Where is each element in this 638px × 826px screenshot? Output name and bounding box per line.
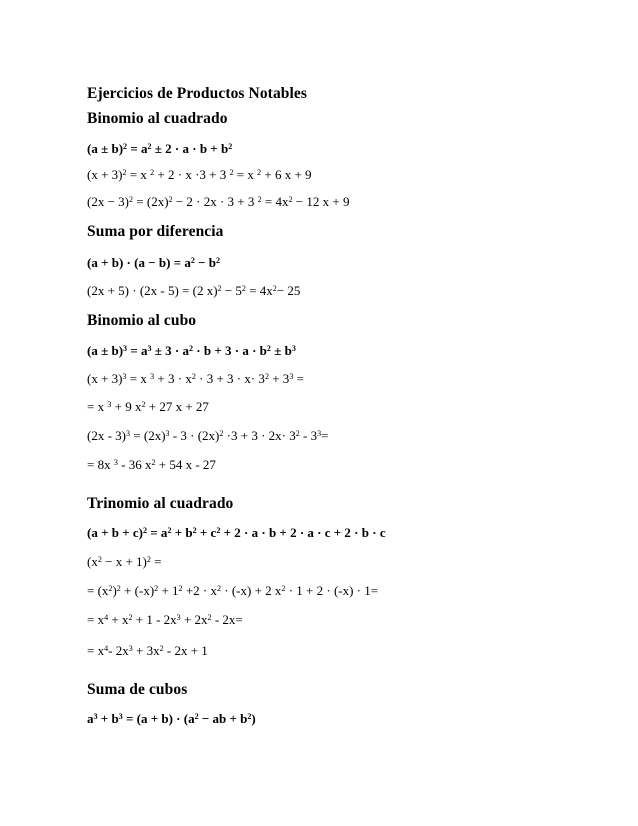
section-heading-binomio-cubo: Binomio al cubo: [87, 312, 197, 329]
formula-suma-diferencia: $(a + b) \cdot (a - b) = a^2 - b^2$: [87, 255, 221, 270]
example-binomio-cubo-4: = 8x $^3$ - 36 $x^2 + 54$ x - 27: [87, 457, 216, 472]
example-trinomio-cuadrado-3: = $x^4 + x^2 + 1 - 2x^3 + 2x^2 - 2x=$: [87, 612, 243, 627]
section-heading-suma-cubos: Suma de cubos: [87, 681, 188, 698]
formula-binomio-cubo: $(a \pm b)^3 = a^3 \pm 3 \cdot a^2 \cdot b + 3 \cdot a \cdot b^2 \pm b^3$: [87, 343, 296, 358]
example-suma-diferencia-1: (2x + 5) · (2x - 5) = (2 $x)^2 - 5^2 = 4x^2- 25$: [87, 283, 301, 298]
document-title: Ejercicios de Productos Notables: [87, 85, 308, 102]
example-trinomio-cuadrado-1: $(x^2 - x + 1)^2$ =: [87, 554, 162, 569]
section-heading-trinomio-cuadrado: Trinomio al cuadrado: [87, 495, 234, 512]
example-trinomio-cuadrado-2: = $(x^2)^2 + (-x)^2 + 1^2 +2 \cdot x^2 \cdot (-x) + 2$ $x^2 \cdot 1 + 2 \cdot (-x) \cdot 1=$: [87, 583, 379, 598]
formula-binomio-cuadrado: $(a \pm b)^2 = a^2 \pm 2 \cdot a \cdot b + b^2$: [87, 141, 233, 156]
example-binomio-cubo-3: $(2x - 3)^3 = (2x)^3 - 3 \cdot (2x)^2 \cdot 3 + 3 \cdot 2x\cdot 3^2 - 3^3=$: [87, 428, 329, 443]
section-heading-suma-diferencia: Suma por diferencia: [87, 223, 224, 240]
example-binomio-cuadrado-1: $(x + 3)^2 = x$ $^2$ + 2 · x ·3 + 3 $^2$ = x $^2$ + 6 x + 9: [87, 167, 312, 182]
example-binomio-cuadrado-2: $(2x - 3)^2 = (2x)^2 - 2 \cdot 2x \cdot 3 + 3$ $^2 = 4x^2 - 12$ x + 9: [87, 194, 350, 209]
section-heading-binomio-cuadrado: Binomio al cuadrado: [87, 110, 228, 127]
example-binomio-cubo-1: $(x + 3)^3 = x$ $^3 + 3 \cdot x^2 \cdot 3 + 3 \cdot x\cdot 3^2 + 3^3$ =: [87, 371, 304, 386]
example-trinomio-cuadrado-4: = $x^4-$ $2x^3 + 3x^2 - 2x + 1$: [87, 643, 208, 658]
example-binomio-cubo-2: = x $^3$ + 9 $x^2 + 27$ x + 27: [87, 399, 209, 414]
formula-suma-cubos: $a^3 + b^3 = (a + b) \cdot (a^2$ − ab + $b^2$): [87, 711, 256, 726]
formula-trinomio-cuadrado: $(a + b + c)^2 = a^2 + b^2 + c^2 + 2 \cdot a \cdot b + 2 \cdot a \cdot c + 2 \cdot b \cdot c$: [87, 525, 386, 540]
